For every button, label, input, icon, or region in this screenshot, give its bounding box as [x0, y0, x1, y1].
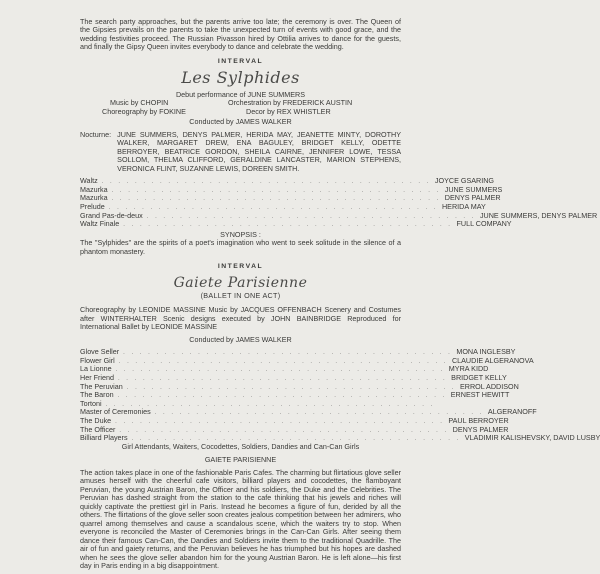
- nocturne-names: JUNE SUMMERS, DENYS PALMER, HERIDA MAY, JEANETTE MINTY, DOROTHY WALKER, MARGARET DREW, ENA BAGULEY, BRIDGET KELLY, ODETTE BERROYER, BEATRICE GORDON, SHEILA CAIRNE, JENNIFER LOWE, TESSA SOLLOM, THELMA CLIFFORD, GERALDINE LANCASTER, MARION STEPHENS, VERONICA FLINT, SUZANNE LEWIS, DOREEN SMITH.: [117, 129, 401, 173]
- role-name: Billiard Players: [80, 433, 128, 443]
- leader-dots: . . . . . . . . . . . . . . . . . . . . . . . . . . . . . . . . . . . . . . . .: [123, 350, 453, 357]
- cast-row: [80, 184, 503, 195]
- cast-row: [80, 210, 598, 221]
- role-name: Glove Seller: [80, 347, 120, 357]
- role-name: Mazurka: [80, 184, 108, 194]
- conductor-line: Conducted by JAMES WALKER: [189, 117, 292, 127]
- leader-dots: . . . . . . . . . . . . . . . . . . . . . . . . . . . . . . . . . . . . . . . .: [154, 410, 484, 417]
- cast-row: [80, 193, 501, 203]
- gaiete-credits: Choreography by LEONIDE MASSINE Music by JACQUES OFFENBACH Scenery and Costumes after WINTERHALTER Scenic designs executed by JOHN BAINBRIDGE Reproduced for International Ballet by LEONIDE MASSINE: [80, 305, 401, 332]
- cast-row: [80, 355, 534, 366]
- sylphides-credits: [80, 99, 401, 118]
- choreography-credit: Choreography by FOKINE: [102, 106, 186, 116]
- leader-dots: . . . . . . . . . . . . . . . . . . . . . . . . . . . . . . . . . . . . . . . .: [117, 393, 447, 400]
- leader-dots: . . . . . . . . . . . . . . . . . . . . . . . . . . . . . . . . . . . . . . . .: [105, 401, 435, 408]
- role-dancer: FULL COMPANY: [456, 219, 512, 229]
- leader-dots: . . . . . . . . . . . . . . . . . . . . . . . . . . . . . . . . . . . . . . . .: [131, 436, 461, 443]
- cast-row: [80, 364, 489, 374]
- role-name: Her Friend: [80, 372, 114, 382]
- ballet-title-sylphides: Les Sylphides: [181, 67, 300, 87]
- cast-row: [80, 407, 537, 417]
- music-credit: Music by CHOPIN: [110, 98, 169, 108]
- role-dancer: JOYCE GSARING: [434, 176, 495, 186]
- gaiete-synopsis-heading: GAIETE PARISIENNE: [204, 455, 277, 465]
- nocturne-cast: [80, 131, 401, 173]
- leader-dots: . . . . . . . . . . . . . . . . . . . . . . . . . . . . . . . . . . . . . . . .: [123, 222, 453, 229]
- ballet-subtitle: (BALLET IN ONE ACT): [200, 290, 281, 300]
- interval-heading: INTERVAL: [217, 57, 264, 65]
- nocturne-label: Nocturne:: [80, 129, 112, 139]
- leader-dots: . . . . . . . . . . . . . . . . . . . . . . . . . . . . . . . . . . . . . . . .: [118, 358, 448, 365]
- gaiete-synopsis: The action takes place in one of the fashionable Paris Cafes. The charming but flirtatious glove seller amuses herself with the cheerful cafe visitors, billiard players and cocodettes, the flamboyant Peruvian, the young Austrian Baron, the Officer and his soldiers, the Duke and the Celebrities. The Peruvian has dashed straight from the station to the cafe thinking that his jewels and riches will quickly captivate the prettiest girl in Paris. Instead he becomes a figure of fun, derided by all the others. The flirtations of the glove seller soon creates jealous competition between her admirers, who quarrel among themselves and cause a scandalous scene, which the waiters try to stop. When everyone is reconciled the Master of Ceremonies brings in the Can-Can Girls. After seeing them dance their famous Can-Can, the Dandies and Soldiers invite them to the traditional Quadrille. The air of fun and gaiety returns, and the Peruvian believes he has triumphed but his hopes are dashed when he sees the glove seller abandon him for the young Austrian Baron. He is left alone—his first day in Paris ending in a big disappointment.: [80, 467, 401, 571]
- cast-row: [80, 424, 509, 435]
- cast-row: [80, 415, 509, 426]
- gaiete-extras: Girl Attendants, Waiters, Cocodettes, Soldiers, Dandies and Can-Can Girls: [121, 441, 360, 451]
- role-name: The Baron: [80, 390, 114, 400]
- role-dancer: DENYS PALMER: [444, 193, 501, 203]
- role-dancer: VLADIMIR KALISHEVSKY, DAVID LUSBY: [464, 433, 600, 443]
- role-dancer: CLAUDIE ALGERANOVA: [451, 355, 534, 365]
- role-dancer: MONA INGLESBY: [456, 347, 516, 357]
- role-name: The Duke: [80, 415, 112, 425]
- leader-dots: . . . . . . . . . . . . . . . . . . . . . . . . . . . . . . . . . . . . . . . .: [101, 179, 431, 186]
- role-name: The Officer: [80, 424, 116, 434]
- orchestration-credit: Orchestration by FREDERICK AUSTIN: [228, 98, 353, 108]
- role-dancer: HERIDA MAY: [441, 202, 486, 211]
- leader-dots: . . . . . . . . . . . . . . . . . . . . . . . . . . . . . . . . . . . . . . . .: [126, 384, 456, 391]
- synopsis-heading: SYNOPSIS :: [220, 229, 261, 239]
- role-name: Grand Pas-de-deux: [80, 210, 143, 220]
- role-name: Tortoni: [80, 398, 102, 408]
- cast-row: [80, 372, 507, 383]
- leader-dots: . . . . . . . . . . . . . . . . . . . . . . . . . . . . . . . . . . . . . . . .: [115, 367, 445, 374]
- role-name: Mazurka: [80, 193, 108, 203]
- role-name: La Lionne: [80, 364, 112, 374]
- role-dancer: MYRA KIDD: [448, 364, 489, 374]
- leader-dots: . . . . . . . . . . . . . . . . . . . . . . . . . . . . . . . . . . . . . . . .: [111, 187, 441, 194]
- role-name: Waltz: [80, 176, 98, 186]
- role-dancer: JUNE SUMMERS, DENYS PALMER: [479, 210, 598, 220]
- role-dancer: BRIDGET KELLY: [451, 372, 507, 382]
- gaiete-conductor-line: Conducted by JAMES WALKER: [189, 334, 292, 344]
- intro-paragraph: The search party approaches, but the parents arrive too late; the ceremony is over. The Queen of the Gipsies prevails on the parents to take the unexpected turn of events with good grace, and the wedding festivities proceed. The Russian Pivasson hired by Ottilia arrives to dance for the guests, and finally the Gipsy Queen invites everybody to dance and celebrate the wedding.: [80, 17, 401, 52]
- leader-dots: . . . . . . . . . . . . . . . . . . . . . . . . . . . . . . . . . . . . . . . .: [111, 196, 441, 203]
- role-name: Prelude: [80, 202, 105, 211]
- role-dancer: DENYS PALMER: [452, 424, 509, 434]
- cast-row: [80, 176, 495, 186]
- role-name: The Peruvian: [80, 381, 123, 391]
- role-name: Master of Ceremonies: [80, 407, 151, 417]
- role-name: Flower Girl: [80, 355, 115, 365]
- sylphides-synopsis: The "Sylphides" are the spirits of a poet's imagination who went to seek solitude in the silence of a phantom monastery.: [80, 238, 401, 256]
- role-dancer: ALGERANOFF: [487, 407, 537, 417]
- ballet-title-gaiete: Gaiete Parisienne: [173, 275, 308, 292]
- cast-row: [80, 381, 519, 392]
- role-dancer: ERROL ADDISON: [459, 381, 519, 391]
- decor-credit: Decor by REX WHISTLER: [246, 106, 331, 116]
- gaiete-roles: [80, 347, 600, 443]
- leader-dots: . . . . . . . . . . . . . . . . . . . . . . . . . . . . . . . . . . . . . . . .: [146, 213, 476, 220]
- interval-heading: INTERVAL: [217, 263, 264, 271]
- leader-dots: . . . . . . . . . . . . . . . . . . . . . . . . . . . . . . . . . . . . . . . .: [119, 427, 449, 434]
- cast-row: [80, 390, 510, 400]
- cast-row: [80, 347, 516, 357]
- leader-dots: . . . . . . . . . . . . . . . . . . . . . . . . . . . . . . . . . . . . . . . .: [117, 375, 448, 382]
- role-dancer: JUNE SUMMERS: [444, 184, 503, 194]
- sylphides-roles: [80, 176, 598, 229]
- role-dancer: ERNEST HEWITT: [450, 390, 510, 400]
- cast-row: [80, 219, 512, 229]
- role-name: Waltz Finale: [80, 219, 120, 229]
- role-dancer: PAUL BERROYER: [448, 415, 509, 425]
- debut-line: Debut performance of JUNE SUMMERS: [175, 89, 306, 99]
- leader-dots: . . . . . . . . . . . . . . . . . . . . . . . . . . . . . . . . . . . . . . . .: [108, 205, 438, 211]
- leader-dots: . . . . . . . . . . . . . . . . . . . . . . . . . . . . . . . . . . . . . . . .: [115, 418, 445, 425]
